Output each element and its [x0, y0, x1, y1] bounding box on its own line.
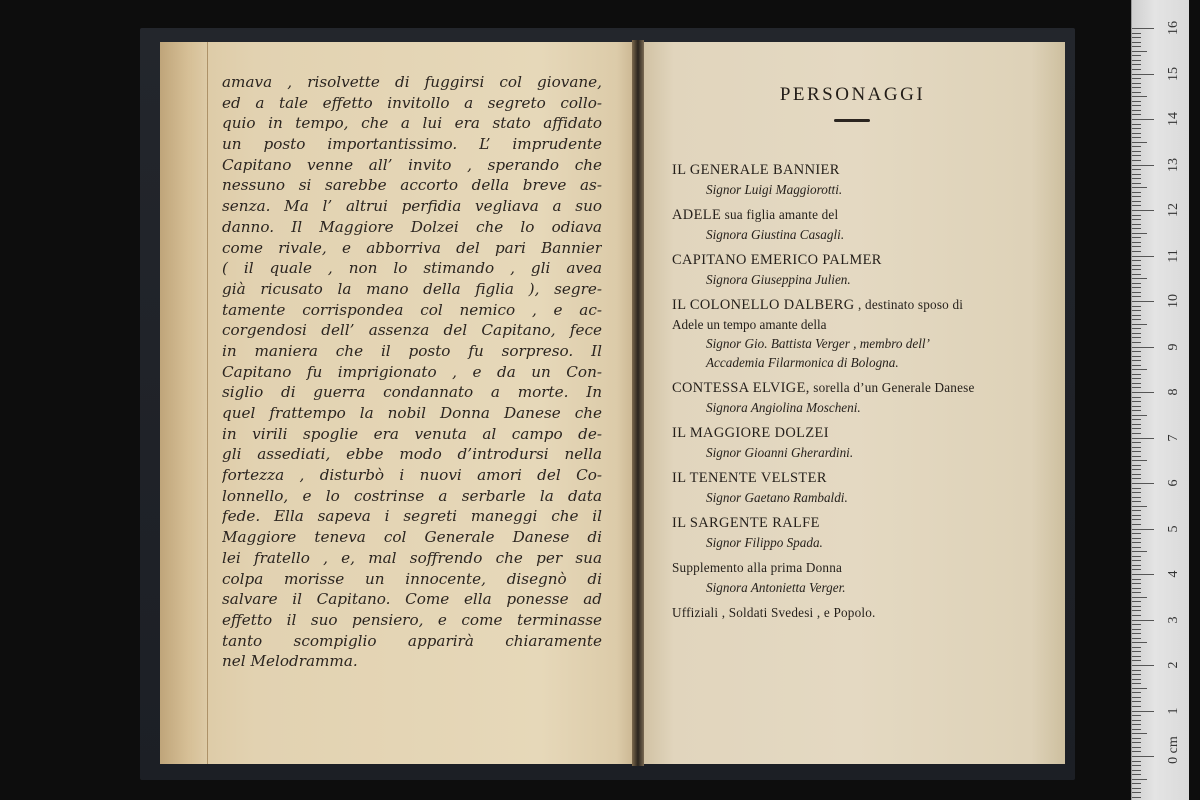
ruler-tick [1132, 460, 1147, 461]
ruler-tick [1132, 33, 1141, 34]
ruler-tick [1132, 83, 1141, 84]
ruler-number: 13 [1166, 157, 1181, 172]
performer-name: Accademia Filarmonica di Bologna. [706, 355, 899, 370]
ruler-tick [1132, 770, 1141, 771]
ruler-tick [1132, 442, 1141, 443]
role-description: , destinato sposo di [854, 297, 964, 312]
role-description-continued: Adele un tempo amante della [672, 317, 827, 332]
ruler-tick [1132, 406, 1141, 407]
ruler-tick [1132, 328, 1141, 329]
ruler-tick [1132, 565, 1141, 566]
text-line: Capitano venne all’ invito , sperando che [222, 155, 602, 174]
text-line: in virili spoglie era venuta al campo de- [222, 424, 602, 443]
ruler-tick [1132, 542, 1141, 543]
ruler-tick [1132, 783, 1141, 784]
cast-entry [672, 205, 1042, 244]
text-line: danno. Il Maggiore Dolzei che lo odiava [222, 217, 602, 236]
ruler-number: 11 [1166, 248, 1181, 263]
ruler-tick [1132, 724, 1141, 725]
ruler-tick [1132, 383, 1141, 384]
text-line: fede. Ella sapeva i segreti maneggi che il [222, 507, 602, 526]
ruler-tick [1132, 78, 1141, 79]
role-description: sua figlia amante del [721, 207, 839, 222]
ruler-number: 14 [1166, 112, 1181, 126]
ruler-number: 16 [1166, 21, 1181, 35]
role-line [672, 423, 1042, 443]
ruler-number: 1 [1166, 707, 1181, 714]
ruler-tick [1132, 333, 1141, 334]
text-line: salvare il Capitano. Come ella ponesse ad [222, 590, 602, 609]
ruler-tick [1132, 533, 1141, 534]
ruler-tick [1132, 438, 1154, 439]
ruler-tick [1132, 155, 1141, 156]
left-page-fold [160, 42, 208, 764]
cast-entry [672, 423, 1042, 462]
ruler-tick [1132, 315, 1141, 316]
ruler-tick [1132, 538, 1141, 539]
performer-name: Signora Angiolina Moscheni. [706, 400, 861, 415]
role-line [672, 295, 1042, 315]
ruler-tick [1132, 788, 1141, 789]
ruler-tick [1132, 224, 1141, 225]
ruler-number: 3 [1166, 616, 1181, 623]
ruler-tick [1132, 160, 1141, 161]
ruler-tick [1132, 319, 1141, 320]
ruler-tick [1132, 683, 1141, 684]
role-name: CONTESSA ELVIGE, [672, 380, 810, 396]
cast-entry [672, 378, 1042, 417]
ruler-tick [1132, 547, 1141, 548]
role-description: Uffiziali , Soldati Svedesi , e Popolo. [672, 605, 876, 620]
ruler-tick [1132, 447, 1141, 448]
ruler-number: 10 [1166, 294, 1181, 308]
ruler-tick [1132, 451, 1141, 452]
ruler-tick [1132, 356, 1141, 357]
ruler-tick [1132, 392, 1154, 393]
ruler-tick [1132, 551, 1147, 552]
text-line: già ricusato la mano della figlia ), segre- [222, 279, 602, 298]
page-title: PERSONAGGI [779, 84, 926, 105]
ruler-tick [1132, 69, 1141, 70]
ruler-tick [1132, 656, 1141, 657]
text-line: effetto il suo pensiero, e come terminasse [222, 610, 602, 629]
role-line [672, 558, 1042, 578]
ruler-tick [1132, 433, 1141, 434]
ruler-tick [1132, 301, 1154, 302]
ruler-tick [1132, 146, 1141, 147]
ruler-tick [1132, 360, 1141, 361]
ruler-tick [1132, 51, 1147, 52]
ruler-number: 5 [1166, 525, 1181, 532]
ruler-tick [1132, 187, 1147, 188]
performer-name: Signor Gaetano Rambaldi. [706, 490, 848, 505]
role-name: IL COLONELLO DALBERG [672, 297, 855, 313]
ruler-tick [1132, 397, 1141, 398]
performer-name: Signor Gio. Battista Verger , membro dell’ [706, 336, 930, 351]
ruler-number: 7 [1166, 434, 1181, 441]
role-description: sorella d’un Generale Danese [809, 380, 975, 395]
text-line: quio in tempo, che a lui era stato affidato [222, 114, 602, 133]
role-name: IL GENERALE BANNIER [672, 162, 840, 178]
cast-entry [672, 558, 1042, 597]
ruler-tick [1132, 46, 1141, 47]
ruler-tick [1132, 310, 1141, 311]
ruler-tick [1132, 133, 1141, 134]
ruler-tick [1132, 560, 1141, 561]
ruler-tick [1132, 474, 1141, 475]
ruler-tick [1132, 260, 1141, 261]
ruler-tick [1132, 524, 1141, 525]
ruler-tick [1132, 606, 1141, 607]
ruler-tick [1132, 287, 1141, 288]
ruler-tick [1132, 665, 1154, 666]
ruler-tick [1132, 679, 1141, 680]
ruler-tick [1132, 210, 1154, 211]
ruler-tick [1132, 256, 1154, 257]
ruler-tick [1132, 515, 1141, 516]
ruler-tick [1132, 178, 1141, 179]
ruler-tick [1132, 96, 1147, 97]
ruler-tick [1132, 424, 1141, 425]
ruler-tick [1132, 720, 1141, 721]
ruler-tick [1132, 92, 1141, 93]
ruler-tick [1132, 60, 1141, 61]
ruler-number: 2 [1166, 661, 1181, 669]
ruler-tick [1132, 478, 1141, 479]
ruler-tick [1132, 488, 1141, 489]
ruler-tick [1132, 629, 1141, 630]
ruler-tick [1132, 569, 1141, 570]
ruler-tick [1132, 269, 1141, 270]
ruler-tick [1132, 419, 1141, 420]
ruler-tick [1132, 583, 1141, 584]
ruler-tick [1132, 87, 1141, 88]
ruler-tick [1132, 347, 1154, 348]
role-line [672, 603, 1042, 623]
text-line: un posto importantissimo. L’ imprudente [222, 135, 602, 154]
text-line: come rivale, e abborriva del pari Bannier [222, 238, 602, 257]
role-name: CAPITANO EMERICO PALMER [672, 252, 882, 268]
ruler-tick [1132, 506, 1147, 507]
ruler-tick [1132, 674, 1141, 675]
book-gutter [632, 40, 644, 766]
text-line: Capitano fu imprigionato , e da un Con- [222, 362, 602, 381]
text-line: nessuno si sarebbe accorto della breve as- [222, 176, 602, 195]
text-line: ed a tale effetto invitollo a segreto collo- [222, 93, 602, 112]
performer-name: Signora Giuseppina Julien. [706, 272, 851, 287]
ruler-tick [1132, 692, 1141, 693]
ruler-tick [1132, 283, 1141, 284]
ruler-tick [1132, 797, 1141, 798]
ruler-tick [1132, 711, 1154, 712]
ruler-number: 15 [1166, 66, 1181, 81]
ruler-tick [1132, 670, 1141, 671]
ruler-tick [1132, 615, 1141, 616]
ruler-tick [1132, 401, 1141, 402]
ruler-tick [1132, 701, 1141, 702]
ruler-tick [1132, 597, 1147, 598]
cast-entry [672, 250, 1042, 289]
ruler-tick [1132, 324, 1147, 325]
ruler-tick [1132, 729, 1141, 730]
role-line [672, 378, 1042, 398]
ruler-tick [1132, 456, 1141, 457]
ruler-tick [1132, 601, 1141, 602]
ruler-tick [1132, 410, 1141, 411]
role-name: IL SARGENTE RALFE [672, 515, 820, 531]
ruler-tick [1132, 792, 1141, 793]
left-page-text [222, 72, 602, 672]
text-line: lei fratello , e, mal soffrendo che per sua [222, 548, 602, 567]
ruler-number: 0 cm [1166, 736, 1181, 764]
ruler-tick [1132, 574, 1154, 575]
ruler-tick [1132, 588, 1141, 589]
ruler-tick [1132, 579, 1141, 580]
ruler-tick [1132, 124, 1141, 125]
ruler-tick [1132, 215, 1141, 216]
ruler-tick [1132, 128, 1141, 129]
text-line: corgendosi dell’ assenza del Capitano, fece [222, 321, 602, 340]
ruler-tick [1132, 529, 1154, 530]
ruler-tick [1132, 196, 1141, 197]
ruler-tick [1132, 492, 1141, 493]
text-line: senza. Ma l’ altrui perfidia vegliava a suo [222, 197, 602, 216]
ruler-number: 6 [1166, 479, 1181, 487]
role-name: IL MAGGIORE DOLZEI [672, 425, 829, 441]
ruler-tick [1132, 42, 1141, 43]
ruler-tick [1132, 642, 1147, 643]
role-line [672, 468, 1042, 488]
ruler-tick [1132, 756, 1154, 757]
ruler-tick [1132, 592, 1141, 593]
text-line: tamente corrispondea col nemico , e ac- [222, 300, 602, 319]
ruler-tick [1132, 519, 1141, 520]
role-name: ADELE [672, 207, 722, 223]
ruler-tick [1132, 706, 1141, 707]
ruler-tick [1132, 774, 1141, 775]
text-line: colpa morisse un innocente, disegnò di [222, 569, 602, 588]
ruler-tick [1132, 165, 1154, 166]
ruler-tick [1132, 633, 1141, 634]
text-line: fortezza , disturbò i nuovi amori del Co- [222, 466, 602, 485]
ruler-number: 9 [1166, 343, 1181, 350]
ruler-tick [1132, 688, 1147, 689]
ruler-tick [1132, 137, 1141, 138]
cast-entry [672, 468, 1042, 507]
ruler-tick [1132, 274, 1141, 275]
text-line: Maggiore teneva col Generale Danese di [222, 528, 602, 547]
ruler-tick [1132, 638, 1141, 639]
text-line: in maniera che il posto fu sorpreso. Il [222, 341, 602, 360]
cast-entry [672, 603, 1042, 623]
ruler-tick [1132, 192, 1141, 193]
ruler-tick [1132, 28, 1154, 29]
ruler-tick [1132, 292, 1141, 293]
cast-entry [672, 295, 1042, 372]
ruler-tick [1132, 733, 1147, 734]
text-line: gli assediati, ebbe modo d’introdursi nella [222, 445, 602, 464]
ruler-tick [1132, 779, 1147, 780]
ruler-tick [1132, 265, 1141, 266]
role-line [672, 513, 1042, 533]
ruler-tick [1132, 651, 1141, 652]
ruler-tick [1132, 747, 1141, 748]
ruler-tick [1132, 342, 1141, 343]
ruler-tick [1132, 205, 1141, 206]
ruler-tick [1132, 761, 1141, 762]
ruler-tick [1132, 378, 1141, 379]
ruler-tick [1132, 365, 1141, 366]
ruler-tick [1132, 105, 1141, 106]
ruler-tick [1132, 278, 1147, 279]
ruler-tick [1132, 483, 1154, 484]
ruler-tick [1132, 497, 1141, 498]
ruler-tick [1132, 697, 1141, 698]
ruler-tick [1132, 119, 1154, 120]
text-line: ( il quale , non lo stimando , gli avea [222, 259, 602, 278]
performer-name: Signora Antonietta Verger. [706, 580, 846, 595]
ruler-tick [1132, 624, 1141, 625]
ruler-tick [1132, 765, 1141, 766]
text-line: siglio di guerra condannato a morte. In [222, 383, 602, 402]
ruler-tick [1132, 306, 1141, 307]
role-description: Supplemento alla prima Donna [672, 560, 843, 575]
measuring-ruler [1131, 0, 1189, 800]
ruler-tick [1132, 101, 1141, 102]
title-ornament [834, 119, 870, 122]
ruler-tick [1132, 219, 1141, 220]
ruler-number: 12 [1166, 203, 1181, 217]
ruler-tick [1132, 369, 1147, 370]
ruler-tick [1132, 469, 1141, 470]
ruler-tick [1132, 55, 1141, 56]
text-line: tanto scompiglio apparirà chiaramente [222, 631, 602, 650]
ruler-tick [1132, 387, 1141, 388]
ruler-tick [1132, 351, 1141, 352]
performer-name: Signor Luigi Maggiorotti. [706, 182, 843, 197]
ruler-tick [1132, 114, 1141, 115]
ruler-tick [1132, 465, 1141, 466]
ruler-tick [1132, 237, 1141, 238]
role-line [672, 250, 1042, 270]
ruler-tick [1132, 620, 1154, 621]
performer-name: Signor Gioanni Gherardini. [706, 445, 854, 460]
ruler-tick [1132, 110, 1141, 111]
ruler-number: 4 [1166, 570, 1181, 578]
ruler-tick [1132, 715, 1141, 716]
ruler-number: 8 [1166, 388, 1181, 396]
ruler-tick [1132, 428, 1141, 429]
ruler-tick [1132, 64, 1141, 65]
ruler-tick [1132, 246, 1141, 247]
role-line [672, 160, 1042, 180]
cast-entry [672, 160, 1042, 199]
cast-list [672, 160, 1042, 629]
ruler-tick [1132, 242, 1141, 243]
ruler-tick [1132, 183, 1141, 184]
performer-name: Signor Filippo Spada. [706, 535, 823, 550]
ruler-tick [1132, 174, 1141, 175]
ruler-tick [1132, 169, 1141, 170]
performer-name: Signora Giustina Casagli. [706, 227, 845, 242]
role-line [672, 205, 1042, 225]
ruler-tick [1132, 151, 1141, 152]
ruler-tick [1132, 74, 1154, 75]
ruler-tick [1132, 337, 1141, 338]
ruler-tick [1132, 37, 1141, 38]
ruler-tick [1132, 742, 1141, 743]
ruler-tick [1132, 610, 1141, 611]
text-line: amava , risolvette di fuggirsi col giovane, [222, 73, 602, 91]
cast-entry [672, 513, 1042, 552]
ruler-tick [1132, 751, 1141, 752]
text-line: lonnello, e lo costrinse a serbarle la data [222, 486, 602, 505]
ruler-tick [1132, 296, 1141, 297]
ruler-tick [1132, 510, 1141, 511]
ruler-tick [1132, 647, 1141, 648]
ruler-tick [1132, 501, 1141, 502]
ruler-tick [1132, 660, 1141, 661]
ruler-tick [1132, 374, 1141, 375]
ruler-tick [1132, 233, 1147, 234]
ruler-tick [1132, 201, 1141, 202]
ruler-tick [1132, 738, 1141, 739]
ruler-tick [1132, 415, 1147, 416]
text-line: quel frattempo la nobil Donna Danese che [222, 404, 602, 422]
ruler-tick [1132, 556, 1141, 557]
ruler-tick [1132, 251, 1141, 252]
ruler-tick [1132, 228, 1141, 229]
ruler-tick [1132, 142, 1147, 143]
role-name: IL TENENTE VELSTER [672, 470, 827, 486]
text-line: nel Melodramma. [222, 652, 358, 671]
